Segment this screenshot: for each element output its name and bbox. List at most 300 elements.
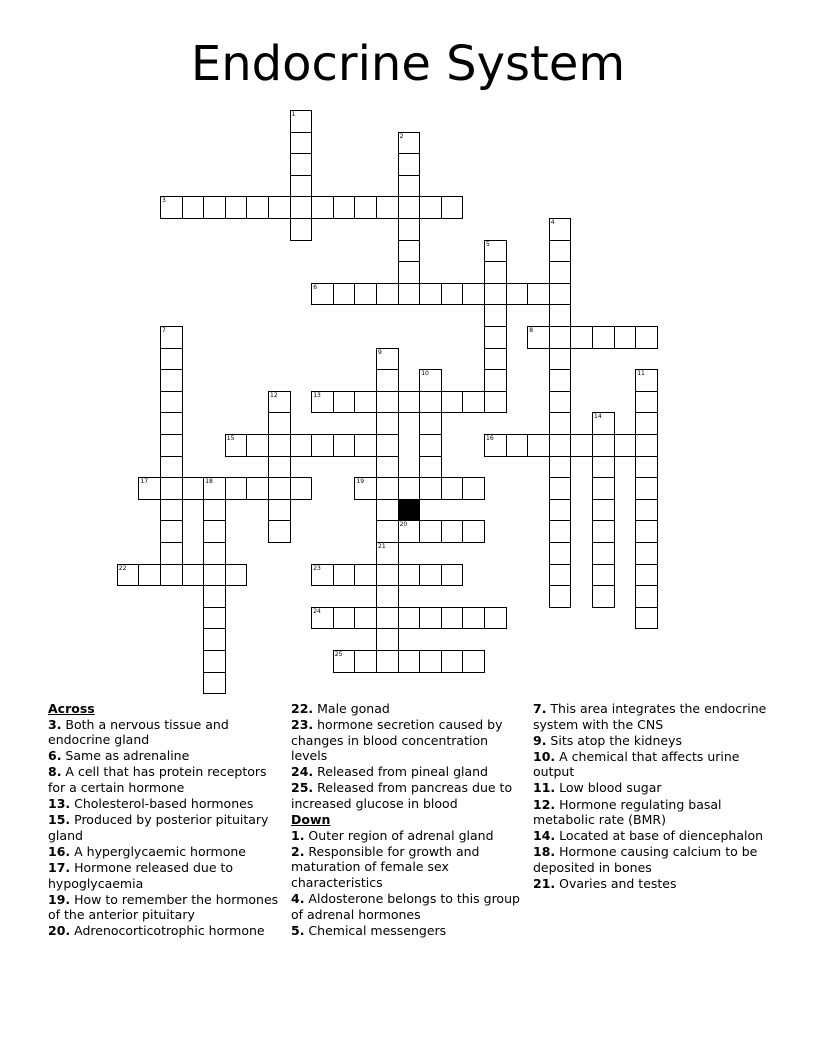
crossword-cell[interactable] (203, 499, 226, 522)
clue-item (48, 860, 283, 891)
crossword-cell[interactable] (333, 434, 356, 457)
crossword-cell[interactable] (376, 369, 399, 392)
clue-number-label: 24. (291, 764, 314, 780)
crossword-cell[interactable] (203, 585, 226, 608)
down-heading: Down (291, 812, 331, 828)
crossword-cell[interactable] (160, 564, 183, 587)
crossword-cell[interactable] (376, 499, 399, 522)
clue-text: Low blood sugar (555, 780, 662, 796)
clue-item (48, 764, 283, 795)
crossword-cell[interactable] (419, 650, 442, 673)
crossword-cell[interactable] (354, 564, 377, 587)
clue-text: Produced by posterior pituitary gland (48, 812, 269, 843)
clue-number-label: 12. (533, 796, 556, 812)
crossword-cell[interactable] (376, 542, 399, 565)
crossword-cell[interactable] (419, 607, 442, 630)
clue-text: Cholesterol-based hormones (70, 796, 254, 812)
crossword-cell[interactable] (592, 564, 615, 587)
crossword-cell[interactable] (635, 607, 658, 630)
crossword-cell[interactable] (549, 477, 572, 500)
crossword-cell[interactable] (398, 520, 421, 543)
clue-number: 12 (270, 391, 278, 399)
clue-number: 8 (529, 327, 534, 334)
crossword-cell[interactable] (419, 412, 442, 435)
crossword-cell[interactable] (268, 520, 291, 543)
clue-number: 5 (486, 240, 490, 248)
crossword-cell[interactable] (549, 434, 572, 457)
clue-item (48, 892, 283, 923)
clue-text: How to remember the hormones of the anterior pituitary (48, 891, 279, 923)
crossword-cell[interactable] (160, 196, 183, 219)
crossword-cell[interactable] (398, 132, 421, 155)
crossword-cell[interactable] (462, 607, 485, 630)
crossword-cell[interactable] (570, 326, 593, 349)
crossword-cell[interactable] (160, 520, 183, 543)
crossword-cell[interactable] (225, 477, 248, 500)
crossword-cell[interactable] (376, 456, 399, 479)
crossword-cell[interactable] (268, 412, 291, 435)
crossword-cell[interactable] (354, 650, 377, 673)
crossword-cell[interactable] (441, 650, 464, 673)
crossword-cell[interactable] (311, 283, 334, 306)
clue-number-label: 10. (533, 748, 556, 764)
clue-item (533, 733, 768, 749)
crossword-cell[interactable] (203, 520, 226, 543)
clue-number: 9 (378, 348, 382, 356)
crossword-cell[interactable] (333, 196, 356, 219)
crossword-cell[interactable] (376, 564, 399, 587)
crossword-cell[interactable] (635, 434, 658, 457)
crossword-cell[interactable] (398, 391, 421, 414)
clue-item (291, 780, 526, 811)
crossword-cell[interactable] (484, 348, 507, 371)
clue-text: Released from pancreas due to increased glucose in blood (291, 780, 513, 812)
crossword-cell[interactable] (549, 326, 572, 349)
crossword-cell[interactable] (398, 153, 421, 176)
crossword-cell[interactable] (549, 261, 572, 284)
clue-number-label: 20. (48, 923, 71, 939)
crossword-cell[interactable] (484, 326, 507, 349)
clue-text: Responsible for growth and maturation of female sex characteristics (291, 843, 480, 891)
clue-text: A cell that has protein receptors for a certain hormone (48, 764, 267, 795)
clue-text: Located at base of diencephalon (555, 828, 764, 844)
crossword-cell[interactable] (290, 477, 313, 500)
crossword-cell[interactable] (398, 283, 421, 306)
crossword-cell[interactable] (441, 520, 464, 543)
crossword-cell[interactable] (441, 477, 464, 500)
clue-number: 18 (205, 478, 213, 486)
clue-text: Both a nervous tissue and endocrine gland (48, 716, 229, 748)
clue-item (291, 764, 526, 780)
clue-text: A chemical that affects urine output (533, 748, 740, 780)
crossword-cell[interactable] (160, 477, 183, 500)
crossword-cell[interactable] (268, 196, 291, 219)
clue-text: hormone secretion caused by changes in blood concentration levels (291, 717, 503, 764)
clue-item (533, 844, 768, 875)
crossword-cell[interactable] (138, 564, 161, 587)
crossword-cell[interactable] (592, 434, 615, 457)
crossword-cell[interactable] (203, 564, 226, 587)
crossword-cell[interactable] (160, 391, 183, 414)
crossword-cell[interactable] (419, 391, 442, 414)
crossword-cell[interactable] (549, 391, 572, 414)
clues-column-1 (48, 701, 283, 939)
crossword-cell[interactable] (354, 391, 377, 414)
page-title: Endocrine System (190, 36, 626, 92)
crossword-cell[interactable] (376, 196, 399, 219)
crossword-cell[interactable] (441, 607, 464, 630)
crossword-cell[interactable] (549, 564, 572, 587)
clue-number: 10 (421, 370, 429, 378)
clue-number-label: 7. (533, 701, 547, 716)
crossword-cell[interactable] (635, 391, 658, 414)
crossword-cell[interactable] (203, 477, 226, 500)
crossword-cell[interactable] (160, 412, 183, 435)
clue-text: Hormone causing calcium to be deposited in bones (533, 844, 758, 875)
clue-number-label: 19. (48, 891, 71, 907)
crossword-cell[interactable] (246, 196, 269, 219)
clue-text: Aldosterone belongs to this group of adrenal hormones (291, 891, 520, 922)
clue-text: Same as adrenaline (61, 748, 190, 764)
crossword-cell[interactable] (333, 391, 356, 414)
crossword-cell[interactable] (419, 369, 442, 392)
clue-number: 11 (637, 370, 645, 378)
crossword-cell[interactable] (225, 196, 248, 219)
crossword-cell[interactable] (398, 650, 421, 673)
crossword-cell[interactable] (203, 672, 226, 695)
clue-number: 4 (550, 219, 555, 226)
crossword-cell[interactable] (354, 477, 377, 500)
crossword-cell[interactable] (549, 542, 572, 565)
crossword-cell[interactable] (376, 477, 399, 500)
crossword-cell[interactable] (441, 391, 464, 414)
crossword-cell[interactable] (354, 607, 377, 630)
clue-number-label: 5. (291, 922, 305, 938)
crossword-cell[interactable] (376, 585, 399, 608)
crossword-cell[interactable] (203, 196, 226, 219)
crossword-cell[interactable] (160, 456, 183, 479)
clue-item (533, 828, 768, 844)
crossword-cell[interactable] (441, 283, 464, 306)
clue-text: Adrenocorticotrophic hormone (70, 923, 265, 939)
crossword-cell[interactable] (376, 520, 399, 543)
clue-number: 14 (594, 413, 602, 421)
crossword-cell[interactable] (419, 283, 442, 306)
crossword-cell[interactable] (549, 218, 572, 241)
crossword-cell[interactable] (484, 391, 507, 414)
clue-item (533, 876, 768, 892)
clue-number-label: 25. (291, 780, 314, 796)
down-clue-list-continued (533, 701, 768, 892)
crossword-cell[interactable] (462, 650, 485, 673)
clue-text: Released from pineal gland (313, 764, 488, 780)
clue-number-label: 1. (291, 827, 305, 843)
crossword-cell[interactable] (290, 434, 313, 457)
crossword-cell[interactable] (398, 261, 421, 284)
crossword-cell[interactable] (484, 261, 507, 284)
crossword-cell[interactable] (635, 499, 658, 522)
crossword-cell[interactable] (160, 542, 183, 565)
crossword-cell[interactable] (354, 434, 377, 457)
crossword-cell[interactable] (635, 542, 658, 565)
crossword-cell[interactable] (311, 196, 334, 219)
clue-number: 22 (118, 564, 127, 572)
crossword-cell[interactable] (635, 326, 658, 349)
crossword-cell[interactable] (160, 369, 183, 392)
crossword-cell[interactable] (592, 499, 615, 522)
crossword-cell[interactable] (462, 283, 485, 306)
clue-number: 17 (140, 478, 149, 486)
crossword-cell[interactable] (376, 283, 399, 306)
clue-number: 16 (486, 435, 494, 442)
crossword-cell[interactable] (549, 456, 572, 479)
crossword-cell[interactable] (484, 607, 507, 630)
crossword-cell[interactable] (570, 434, 593, 457)
clue-item (291, 717, 526, 764)
crossword-cell[interactable] (203, 607, 226, 630)
crossword-cell[interactable] (268, 477, 291, 500)
clue-item (48, 717, 283, 748)
clue-item (48, 923, 283, 939)
crossword-cell[interactable] (549, 585, 572, 608)
down-clue-list (291, 828, 526, 939)
crossword-cell[interactable] (182, 196, 205, 219)
clue-number-label: 9. (533, 732, 547, 748)
crossword-cell[interactable] (203, 542, 226, 565)
crossword-cell[interactable] (592, 477, 615, 500)
clue-item (291, 828, 526, 844)
clue-number: 20 (399, 521, 408, 529)
clue-text: Sits atop the kidneys (546, 732, 682, 748)
crossword-cell[interactable] (160, 348, 183, 371)
crossword-cell[interactable] (419, 196, 442, 219)
crossword-cell[interactable] (333, 607, 356, 630)
crossword-cell[interactable] (419, 434, 442, 457)
crossword-cell[interactable] (246, 477, 269, 500)
crossword-cell[interactable] (592, 326, 615, 349)
crossword-cell[interactable] (484, 369, 507, 392)
clue-number: 3 (162, 197, 166, 205)
clue-number: 15 (226, 435, 235, 442)
clue-text: Chemical messengers (304, 922, 447, 938)
clue-number-label: 15. (48, 812, 71, 828)
crossword-cell[interactable] (376, 412, 399, 435)
clue-number: 21 (378, 543, 386, 550)
crossword-cell[interactable] (290, 110, 313, 133)
crossword-cell[interactable] (398, 196, 421, 219)
clue-item (48, 812, 283, 843)
crossword-cell[interactable] (462, 391, 485, 414)
clue-item (48, 748, 283, 764)
crossword-cell[interactable] (614, 326, 637, 349)
crossword-cell[interactable] (311, 607, 334, 630)
clue-item (291, 923, 526, 939)
clue-number-label: 8. (48, 764, 62, 780)
crossword-cell[interactable] (333, 564, 356, 587)
clues-column-2 (291, 701, 526, 939)
crossword-cell[interactable] (290, 196, 313, 219)
crossword-cell[interactable] (441, 564, 464, 587)
crossword-cell[interactable] (549, 412, 572, 435)
clue-item (48, 844, 283, 860)
crossword-cell[interactable] (268, 499, 291, 522)
clue-item (533, 780, 768, 796)
crossword-cell[interactable] (592, 585, 615, 608)
crossword-cell[interactable] (592, 456, 615, 479)
crossword-cell[interactable] (549, 520, 572, 543)
crossword-cell[interactable] (419, 564, 442, 587)
crossword-cell[interactable] (376, 391, 399, 414)
crossword-cell[interactable] (592, 542, 615, 565)
clue-text: Ovaries and testes (555, 876, 677, 892)
crossword-cell[interactable] (354, 283, 377, 306)
clue-item (48, 796, 283, 812)
crossword-cell[interactable] (635, 477, 658, 500)
crossword-cell[interactable] (376, 628, 399, 651)
crossword-cell[interactable] (311, 434, 334, 457)
crossword-cell[interactable] (549, 348, 572, 371)
crossword-cell[interactable] (506, 283, 529, 306)
crossword-cell[interactable] (549, 304, 572, 327)
clue-number-label: 22. (291, 701, 314, 716)
clue-number: 19 (356, 478, 365, 486)
clue-number: 1 (291, 111, 296, 118)
crossword-cell[interactable] (398, 175, 421, 198)
crossword-cell[interactable] (182, 564, 205, 587)
across-clue-list (48, 717, 283, 939)
crossword-cell[interactable] (290, 218, 313, 241)
crossword-cell[interactable] (462, 520, 485, 543)
crossword-cell[interactable] (635, 564, 658, 587)
clue-text: Hormone regulating basal metabolic rate (BMR) (533, 796, 722, 828)
clue-item (291, 701, 526, 717)
clue-number-label: 17. (48, 859, 71, 875)
crossword-cell[interactable] (203, 650, 226, 673)
clue-item (533, 701, 768, 732)
crossword-cell[interactable] (376, 434, 399, 457)
clue-number-label: 23. (291, 717, 314, 733)
crossword-black-cell (398, 499, 421, 522)
crossword-cell[interactable] (290, 153, 313, 176)
clue-number: 7 (162, 327, 166, 334)
crossword-cell[interactable] (138, 477, 161, 500)
crossword-cell[interactable] (290, 175, 313, 198)
crossword-cell[interactable] (635, 585, 658, 608)
clue-text: A hyperglycaemic hormone (70, 843, 246, 859)
clue-text: This area integrates the endocrine system with the CNS (533, 701, 767, 732)
crossword-cell[interactable] (376, 650, 399, 673)
clue-text: Outer region of adrenal gland (304, 827, 494, 843)
crossword-cell[interactable] (290, 132, 313, 155)
crossword-cell[interactable] (419, 456, 442, 479)
clue-number-label: 14. (533, 828, 556, 844)
clue-number: 25 (334, 651, 343, 658)
crossword-cell[interactable] (225, 434, 248, 457)
clue-number-label: 16. (48, 843, 71, 859)
across-heading: Across (48, 701, 95, 716)
crossword-cell[interactable] (419, 477, 442, 500)
crossword-cell[interactable] (635, 456, 658, 479)
crossword-cell[interactable] (549, 499, 572, 522)
clue-number-label: 11. (533, 780, 556, 796)
crossword-cell[interactable] (268, 434, 291, 457)
crossword-cell[interactable] (592, 520, 615, 543)
clue-item (533, 749, 768, 780)
crossword-cell[interactable] (354, 196, 377, 219)
crossword-cell[interactable] (398, 564, 421, 587)
crossword-cell[interactable] (592, 412, 615, 435)
clue-number-label: 18. (533, 844, 556, 860)
crossword-cell[interactable] (268, 391, 291, 414)
crossword-cell[interactable] (527, 283, 550, 306)
crossword-cell[interactable] (333, 283, 356, 306)
crossword-cell[interactable] (419, 520, 442, 543)
crossword-cell[interactable] (117, 564, 140, 587)
clue-number: 6 (313, 283, 318, 291)
crossword-cell[interactable] (398, 218, 421, 241)
crossword-cell[interactable] (182, 477, 205, 500)
clue-number-label: 4. (291, 891, 305, 907)
clue-number: 2 (399, 132, 404, 140)
crossword-cell[interactable] (268, 456, 291, 479)
crossword-cell[interactable] (398, 607, 421, 630)
crossword-cell[interactable] (549, 369, 572, 392)
crossword-cell[interactable] (203, 628, 226, 651)
clue-text: Male gonad (313, 701, 390, 716)
crossword-cell[interactable] (462, 477, 485, 500)
crossword-cell[interactable] (376, 607, 399, 630)
crossword-cell[interactable] (441, 196, 464, 219)
clue-number-label: 6. (48, 748, 62, 764)
crossword-cell[interactable] (484, 283, 507, 306)
crossword-cell[interactable] (311, 564, 334, 587)
crossword-cell[interactable] (484, 434, 507, 457)
clue-item (533, 797, 768, 828)
crossword-cell[interactable] (333, 650, 356, 673)
clue-number-label: 3. (48, 716, 62, 732)
clue-item (291, 844, 526, 891)
crossword-cell[interactable] (635, 369, 658, 392)
clue-item (291, 891, 526, 922)
clue-text: Hormone released due to hypoglycaemia (48, 859, 234, 891)
clues-column-3 (533, 701, 768, 892)
crossword-cell[interactable] (225, 564, 248, 587)
clue-number-label: 21. (533, 876, 556, 892)
crossword-cell[interactable] (160, 434, 183, 457)
crossword-cell[interactable] (635, 412, 658, 435)
crossword-cell[interactable] (484, 304, 507, 327)
crossword-cell[interactable] (635, 520, 658, 543)
crossword-cell[interactable] (246, 434, 269, 457)
crossword-cell[interactable] (484, 240, 507, 263)
clue-number-label: 2. (291, 843, 305, 859)
crossword-cell[interactable] (527, 326, 550, 349)
crossword-cell[interactable] (549, 240, 572, 263)
clue-number: 23 (313, 564, 321, 572)
crossword-cell[interactable] (160, 326, 183, 349)
crossword-cell[interactable] (311, 391, 334, 414)
clue-number: 13 (313, 391, 321, 399)
crossword-cell[interactable] (398, 240, 421, 263)
crossword-cell[interactable] (160, 499, 183, 522)
crossword-cell[interactable] (376, 348, 399, 371)
crossword-cell[interactable] (614, 434, 637, 457)
crossword-cell[interactable] (549, 283, 572, 306)
crossword-cell[interactable] (527, 434, 550, 457)
crossword-cell[interactable] (398, 477, 421, 500)
clue-number: 24 (313, 607, 321, 615)
crossword-cell[interactable] (506, 434, 529, 457)
